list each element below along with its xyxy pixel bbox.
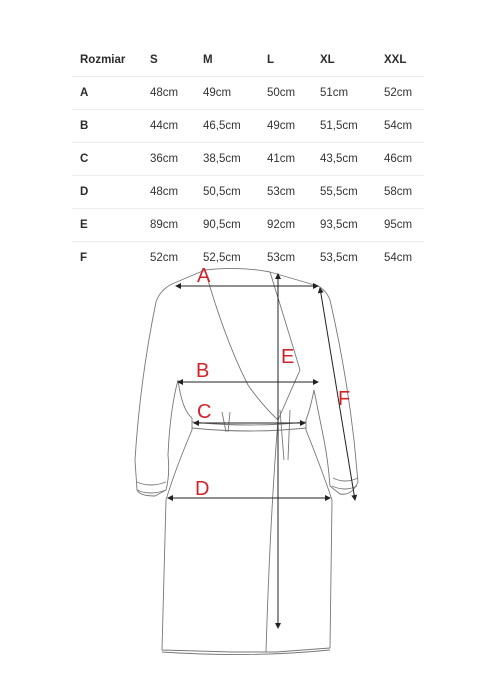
- table-cell: 48cm: [142, 77, 195, 110]
- skirt-left: [162, 430, 232, 652]
- table-cell: 93,5cm: [312, 209, 376, 242]
- table-row: [72, 110, 424, 143]
- table-cell: 53cm: [267, 252, 296, 264]
- table-cell: 36cm: [142, 143, 195, 176]
- header-s: S: [142, 44, 195, 77]
- table-cell: 53,5cm: [320, 252, 358, 264]
- label-f: F: [338, 388, 351, 410]
- table-row: [72, 143, 424, 176]
- table-cell: 55,5cm: [312, 176, 376, 209]
- row-label: E: [72, 209, 142, 242]
- table-cell: 92cm: [259, 209, 312, 242]
- bodice-left-side: [178, 380, 192, 430]
- table-cell: 51cm: [312, 77, 376, 110]
- bodice-right-side: [306, 390, 314, 430]
- table-cell: 52cm: [150, 252, 179, 264]
- table-cell: 50cm: [259, 77, 312, 110]
- table-cell: 52,5cm: [203, 252, 241, 264]
- table-cell: 53cm: [259, 176, 312, 209]
- table-row: [72, 209, 424, 242]
- table-cell: 41cm: [259, 143, 312, 176]
- row-label: B: [72, 110, 142, 143]
- table-row: [72, 77, 424, 110]
- header-l: L: [259, 44, 312, 77]
- row-label: C: [72, 143, 142, 176]
- table-cell: 38,5cm: [195, 143, 259, 176]
- right-cuff: [332, 478, 358, 489]
- table-cell: 54cm: [384, 252, 413, 264]
- right-sleeve: [314, 300, 358, 494]
- label-d: D: [195, 478, 210, 500]
- neckline: [205, 268, 278, 420]
- row-label: D: [72, 176, 142, 209]
- table-cell: 89cm: [142, 209, 195, 242]
- row-label: A: [72, 77, 142, 110]
- label-b: B: [196, 360, 210, 382]
- table-cell: 51,5cm: [312, 110, 376, 143]
- table-cell: 46,5cm: [195, 110, 259, 143]
- header-xl: XL: [312, 44, 376, 77]
- header-size: Rozmiar: [72, 44, 142, 77]
- dress-diagram: [0, 260, 500, 678]
- table-cell: 49cm: [259, 110, 312, 143]
- label-a: A: [197, 265, 211, 287]
- table-cell: 54cm: [376, 110, 424, 143]
- skirt-overlap: [232, 420, 278, 652]
- table-cell: 90,5cm: [195, 209, 259, 242]
- table-cell: 46cm: [376, 143, 424, 176]
- table-cell: 58cm: [376, 176, 424, 209]
- left-sleeve: [135, 302, 178, 496]
- waist-tie: [222, 410, 290, 460]
- table-cell: 95cm: [376, 209, 424, 242]
- label-c: C: [197, 401, 212, 423]
- label-e: E: [281, 346, 295, 368]
- header-xxl: XXL: [376, 44, 424, 77]
- table-cell: 50,5cm: [195, 176, 259, 209]
- table-cell: 43,5cm: [312, 143, 376, 176]
- row-label: F: [80, 252, 88, 264]
- size-chart-table: [72, 44, 424, 274]
- table-header-row: [72, 44, 424, 77]
- measurement-lines: [168, 274, 355, 628]
- table-row: [72, 176, 424, 209]
- table-cell: 48cm: [142, 176, 195, 209]
- left-cuff: [137, 482, 166, 493]
- dress-outline: [135, 268, 358, 654]
- header-m: M: [195, 44, 259, 77]
- skirt-right: [276, 430, 332, 652]
- table-cell: 52cm: [376, 77, 424, 110]
- table-cell: 49cm: [195, 77, 259, 110]
- table-cell: 44cm: [142, 110, 195, 143]
